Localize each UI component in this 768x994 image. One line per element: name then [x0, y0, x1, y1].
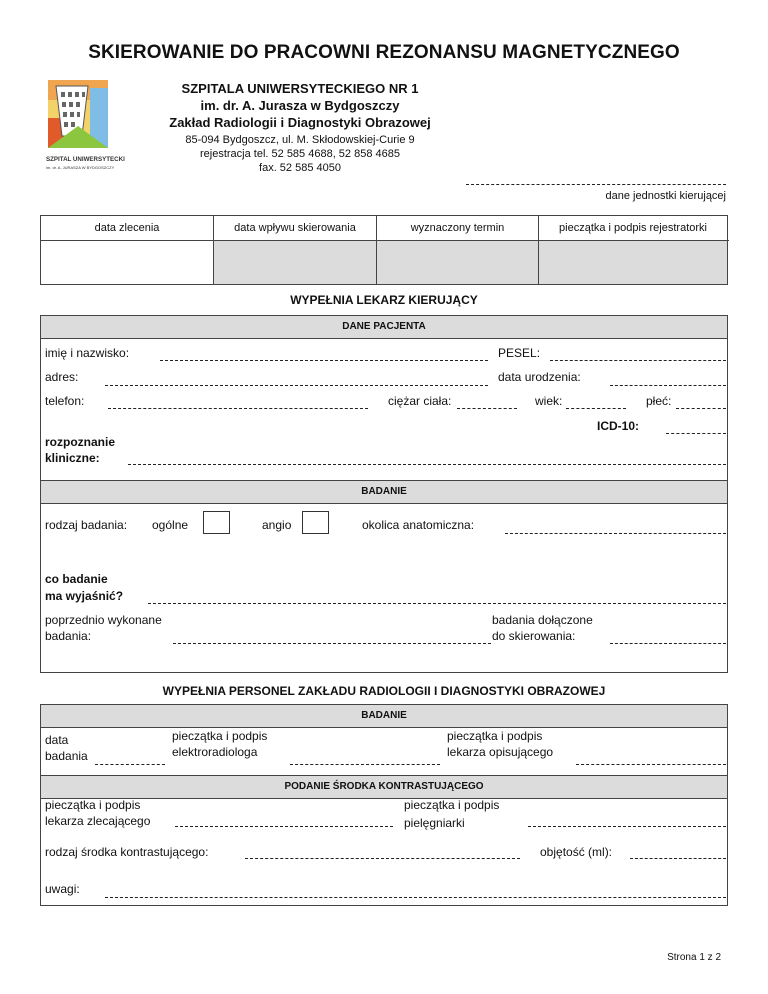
patient-data-header: DANE PACJENTA	[41, 316, 727, 339]
contrast-header: PODANIE ŚRODKA KONTRASTUJĄCEGO	[41, 775, 727, 799]
hospital-name-1: SZPITALA UNIWERSYTECKIEGO NR 1	[181, 81, 419, 96]
hospital-department: Zakład Radiologii i Diagnostyki Obrazowej	[169, 115, 431, 130]
angio-checkbox[interactable]	[302, 511, 329, 534]
reporting-doctor-stamp-field[interactable]	[576, 764, 726, 765]
anatomical-area-label: okolica anatomiczna:	[362, 518, 475, 532]
technician-stamp-field[interactable]	[290, 764, 440, 765]
age-label: wiek:	[535, 394, 563, 408]
sex-label: płeć:	[646, 394, 672, 408]
angio-option-label: angio	[262, 518, 292, 532]
previous-exams-label-2: badania:	[45, 629, 92, 643]
hospital-fax: fax. 52 585 4050	[259, 162, 341, 174]
logo-text-main: SZPITAL UNIWERSYTECKI	[46, 156, 125, 163]
birth-date-field[interactable]	[610, 385, 726, 386]
contrast-agent-field[interactable]	[245, 858, 520, 859]
col-receipt-date: data wpływu skierowania	[234, 222, 356, 234]
exam-date-label-1: data	[45, 733, 69, 747]
attached-exams-label-1: badania dołączone	[492, 613, 593, 627]
section-radiology-staff: WYPEŁNIA PERSONEL ZAKŁADU RADIOLOGII I DIAGNOSTYKI OBRAZOWEJ	[162, 684, 606, 698]
reporting-doctor-stamp-label-2: lekarza opisującego	[447, 745, 554, 759]
staff-box	[40, 704, 728, 906]
hospital-phone: rejestracja tel. 52 585 4688, 52 858 4685	[200, 148, 400, 160]
col-scheduled-date: wyznaczony termin	[410, 222, 505, 234]
ordering-doctor-stamp-label-2: lekarza zlecającego	[45, 814, 151, 828]
previous-exams-field[interactable]	[173, 643, 491, 644]
question-field[interactable]	[148, 603, 726, 604]
weight-label: ciężar ciała:	[388, 394, 452, 408]
previous-exams-label-1: poprzednio wykonane	[45, 613, 162, 627]
weight-field[interactable]	[457, 408, 517, 409]
age-field[interactable]	[566, 408, 626, 409]
col-registrar-stamp: pieczątka i podpis rejestratorki	[559, 222, 707, 234]
address-label: adres:	[45, 370, 79, 384]
reporting-doctor-stamp-label-1: pieczątka i podpis	[447, 729, 543, 743]
hospital-logo	[42, 78, 154, 174]
phone-label: telefon:	[45, 394, 85, 408]
nurse-stamp-label-1: pieczątka i podpis	[404, 798, 500, 812]
ordering-doctor-stamp-field[interactable]	[175, 826, 393, 827]
exam-type-label: rodzaj badania:	[45, 518, 128, 532]
technician-stamp-label-2: elektroradiologa	[172, 745, 258, 759]
logo-text-sub: im. dr. A. JURASZA W BYDGOSZCZY	[46, 165, 115, 170]
sex-field[interactable]	[676, 408, 726, 409]
page-title: SKIEROWANIE DO PRACOWNI REZONANSU MAGNETYCZNEGO	[88, 42, 680, 63]
name-label: imię i nazwisko:	[45, 346, 130, 360]
nurse-stamp-label-2: pielęgniarki	[404, 816, 465, 830]
anatomical-area-field[interactable]	[505, 533, 726, 534]
icd10-label: ICD-10:	[597, 419, 640, 433]
notes-label: uwagi:	[45, 882, 80, 896]
registration-table	[40, 215, 728, 285]
icd10-field[interactable]	[666, 433, 726, 434]
diagnosis-field[interactable]	[128, 464, 726, 465]
exam-date-field[interactable]	[95, 764, 165, 765]
referring-unit-label: dane jednostki kierującej	[605, 190, 726, 202]
diagnosis-label-1: rozpoznanie	[45, 435, 116, 449]
technician-stamp-label-1: pieczątka i podpis	[172, 729, 268, 743]
hospital-address: 85-094 Bydgoszcz, ul. M. Skłodowskiej-Curie 9	[185, 134, 415, 146]
attached-exams-label-2: do skierowania:	[492, 629, 576, 643]
name-field[interactable]	[160, 360, 488, 361]
nurse-stamp-field[interactable]	[528, 826, 726, 827]
referring-unit-field[interactable]	[466, 184, 726, 185]
exam-date-label-2: badania	[45, 749, 88, 763]
general-checkbox[interactable]	[203, 511, 230, 534]
address-field[interactable]	[105, 385, 488, 386]
exam-header: BADANIE	[41, 481, 727, 504]
pesel-label: PESEL:	[498, 346, 541, 360]
birth-date-label: data urodzenia:	[498, 370, 581, 384]
staff-exam-header: BADANIE	[41, 705, 727, 728]
order-date-field[interactable]	[43, 243, 211, 283]
phone-field[interactable]	[108, 408, 368, 409]
volume-label: objętość (ml):	[540, 845, 613, 859]
attached-exams-field[interactable]	[610, 643, 726, 644]
page-number: Strona 1 z 2	[667, 952, 721, 963]
pesel-field[interactable]	[550, 360, 726, 361]
diagnosis-label-2: kliniczne:	[45, 451, 100, 465]
general-option-label: ogólne	[152, 518, 189, 532]
ordering-doctor-stamp-label-1: pieczątka i podpis	[45, 798, 141, 812]
question-label-2: ma wyjaśnić?	[45, 589, 124, 603]
hospital-logo-graphic	[42, 78, 154, 174]
notes-field[interactable]	[105, 897, 726, 898]
section-referring-doctor: WYPEŁNIA LEKARZ KIERUJĄCY	[290, 293, 478, 307]
hospital-name-2: im. dr. A. Jurasza w Bydgoszczy	[200, 98, 400, 113]
volume-field[interactable]	[630, 858, 726, 859]
exam-box	[40, 480, 728, 673]
contrast-agent-label: rodzaj środka kontrastującego:	[45, 845, 209, 859]
patient-data-box	[40, 315, 728, 481]
col-order-date: data zlecenia	[94, 222, 160, 234]
question-label-1: co badanie	[45, 572, 108, 586]
